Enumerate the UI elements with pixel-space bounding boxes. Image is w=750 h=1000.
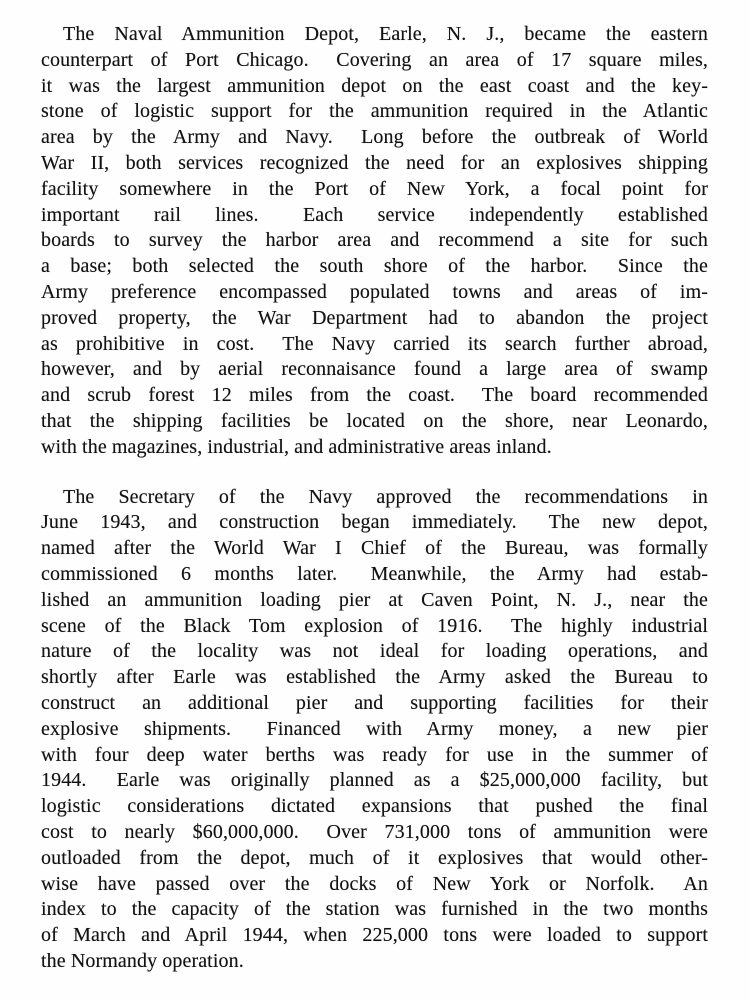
text-line: counterpart of Port Chicago. Covering an area of 17 square miles, [41, 48, 708, 71]
paragraph-1 [41, 22, 708, 461]
text-line: shortly after Earle was established the Army asked the Bureau to [41, 666, 708, 689]
text-line: outloaded from the depot, much of it explosives that would other- [41, 846, 708, 869]
text-line: boards to survey the harbor area and recommend a site for such [41, 229, 708, 252]
text-line: important rail lines. Each service independently established [41, 203, 708, 226]
text-line: facility somewhere in the Port of New York, a focal point for [41, 177, 708, 200]
text-line: of March and April 1944, when 225,000 tons were loaded to support [41, 924, 708, 947]
text-line: 1944. Earle was originally planned as a $25,000,000 facility, but [41, 769, 708, 792]
text-line: explosive shipments. Financed with Army money, a new pier [41, 717, 708, 740]
text-line: and scrub forest 12 miles from the coast. The board recommended [41, 384, 708, 407]
text-line: that the shipping facilities be located on the shore, near Leonardo, [41, 409, 708, 432]
text-line: nature of the locality was not ideal for loading operations, and [41, 640, 708, 663]
text-line: logistic considerations dictated expansions that pushed the final [41, 795, 708, 818]
text-line: Army preference encompassed populated towns and areas of im- [41, 280, 708, 303]
text-line: the Normandy operation. [41, 949, 244, 972]
text-line: The Secretary of the Navy approved the recommendations in [63, 485, 708, 508]
text-block [41, 22, 708, 975]
text-line: area by the Army and Navy. Long before the outbreak of World [41, 126, 708, 149]
text-line: War II, both services recognized the need for an explosives shipping [41, 151, 708, 174]
text-line: as prohibitive in cost. The Navy carried its search further abroad, [41, 332, 708, 355]
text-line: construct an additional pier and supporting facilities for their [41, 691, 708, 714]
paragraph-2 [41, 485, 708, 975]
text-line: with four deep water berths was ready for use in the summer of [41, 743, 708, 766]
text-line: The Naval Ammunition Depot, Earle, N. J., became the eastern [63, 23, 708, 45]
text-line: stone of logistic support for the ammunition required in the Atlantic [41, 100, 708, 123]
text-line: cost to nearly $60,000,000. Over 731,000 tons of ammunition were [41, 820, 708, 843]
text-line: it was the largest ammunition depot on the east coast and the key- [41, 74, 708, 97]
text-line: however, and by aerial reconnaisance found a large area of swamp [41, 358, 708, 381]
text-line: index to the capacity of the station was furnished in the two months [41, 898, 708, 921]
text-line: named after the World War I Chief of the Bureau, was formally [41, 537, 708, 560]
text-line: with the magazines, industrial, and administrative areas inland. [41, 435, 552, 458]
text-line: scene of the Black Tom explosion of 1916. The highly industrial [41, 614, 708, 637]
text-line: commissioned 6 months later. Meanwhile, the Army had estab- [41, 562, 708, 585]
text-line: June 1943, and construction began immediately. The new depot, [41, 511, 708, 534]
text-line: lished an ammunition loading pier at Caven Point, N. J., near the [41, 588, 708, 611]
text-line: wise have passed over the docks of New York or Norfolk. An [41, 872, 708, 895]
text-line: proved property, the War Department had to abandon the project [41, 306, 708, 329]
text-line: a base; both selected the south shore of the harbor. Since the [41, 255, 708, 278]
